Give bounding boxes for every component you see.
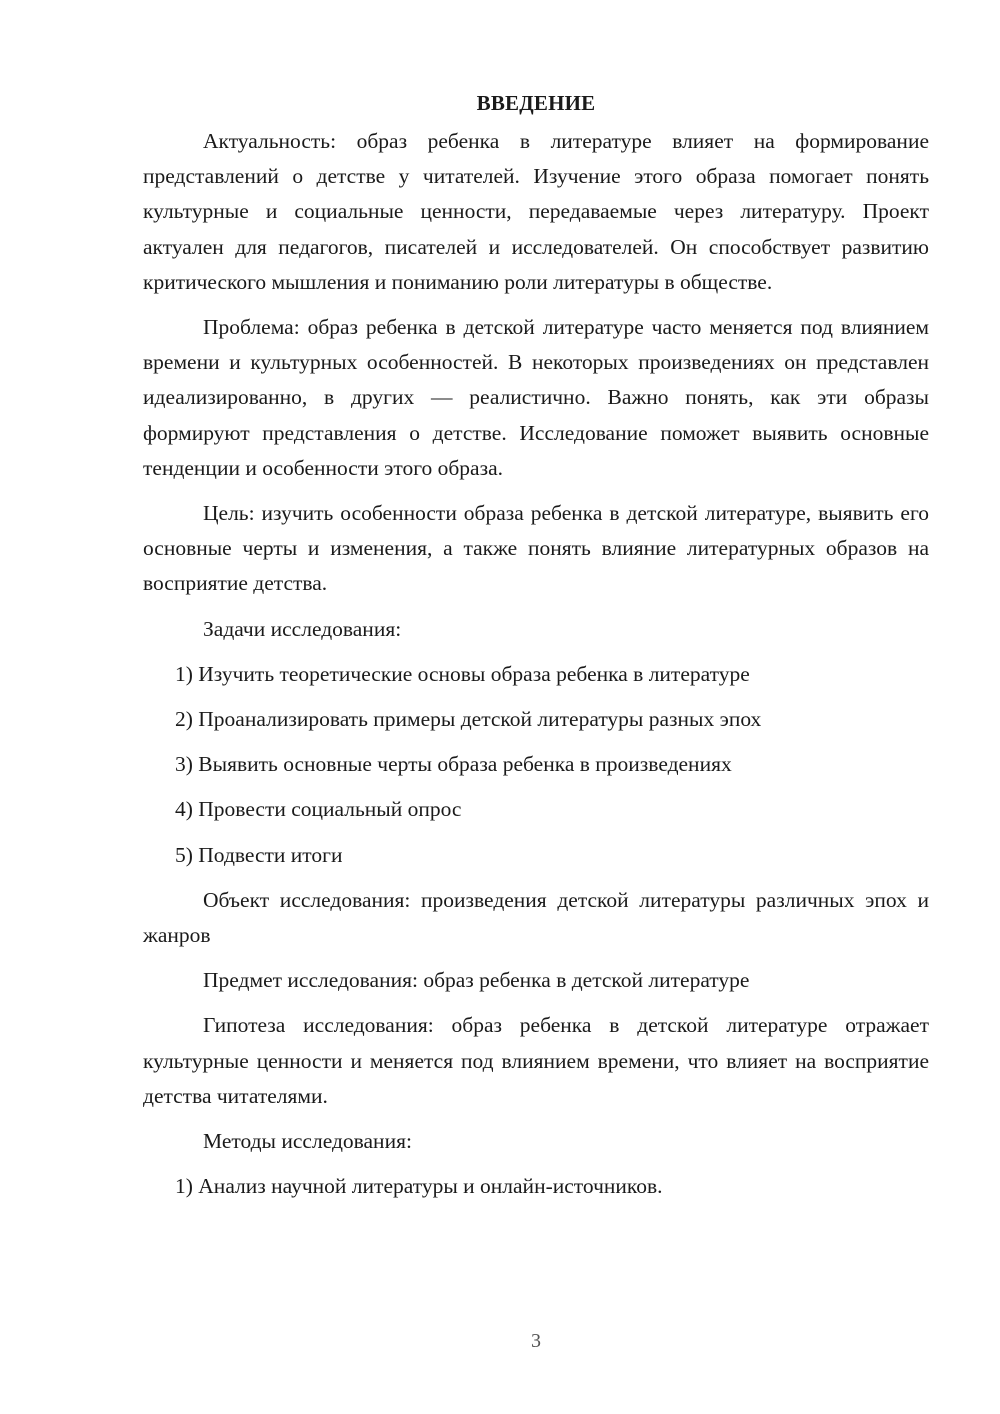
method-item: 1) Анализ научной литературы и онлайн-источников. xyxy=(175,1174,663,1199)
subject-paragraph: Предмет исследования: образ ребенка в детской литературе xyxy=(203,968,750,993)
task-item: 5) Подвести итоги xyxy=(175,842,343,867)
relevance-paragraph: Актуальность: образ ребенка в литературе влияет на формирование представлений о детстве у читателей. Изучение этого образа помогает понять культурные и социальные ценности, передаваемые через литературу. Проект актуален для педагогов, писателей и исследователей. Он способствует развитию критического мышления и пониманию роли литературы в обществе. xyxy=(143,129,929,294)
section-title: ВВЕДЕНИЕ xyxy=(476,91,596,115)
hypothesis-paragraph: Гипотеза исследования: образ ребенка в детской литературе отражает культурные ценности и меняется под влиянием времени, что влияет на восприятие детства читателями. xyxy=(143,1013,929,1108)
tasks-heading: Задачи исследования: xyxy=(203,616,402,641)
document-page xyxy=(143,88,929,1214)
methods-list xyxy=(143,1169,929,1204)
goal-paragraph: Цель: изучить особенности образа ребенка в детской литературе, выявить его основные черты и изменения, а также понять влияние литературных образов на восприятие детства. xyxy=(143,501,929,596)
page-number: 3 xyxy=(531,1330,541,1352)
tasks-list xyxy=(143,657,929,873)
problem-paragraph: Проблема: образ ребенка в детской литературе часто меняется под влиянием времени и культурных особенностей. В некоторых произведениях он представлен идеализированно, в других — реалистично. Важно понять, как эти образы формируют представления о детстве. Исследование поможет выявить основные тенденции и особенности этого образа. xyxy=(143,315,929,480)
task-item: 4) Провести социальный опрос xyxy=(175,797,462,822)
methods-heading: Методы исследования: xyxy=(203,1129,412,1154)
task-item: 3) Выявить основные черты образа ребенка в произведениях xyxy=(175,752,732,777)
object-paragraph: Объект исследования: произведения детской литературы различных эпох и жанров xyxy=(143,887,929,948)
task-item: 1) Изучить теоретические основы образа ребенка в литературе xyxy=(175,661,750,686)
task-item: 2) Проанализировать примеры детской литературы разных эпох xyxy=(175,707,762,732)
